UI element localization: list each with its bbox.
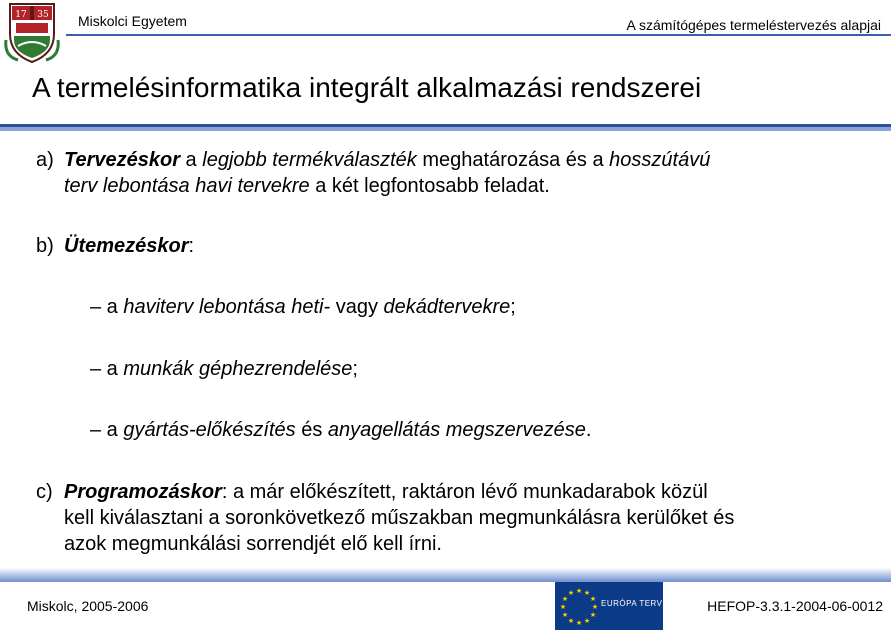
svg-text:★: ★ [591, 603, 599, 611]
item-a-label: a) [36, 149, 54, 171]
item-a-keyword: Tervezéskor [64, 149, 180, 171]
svg-text:★: ★ [567, 589, 575, 597]
item-a-italic-1: legjobb termékválaszték [202, 149, 417, 171]
svg-text:★: ★ [583, 589, 591, 597]
header-rule [66, 34, 891, 36]
svg-text:★: ★ [561, 611, 569, 619]
sub-item-3-dash: – a [90, 419, 124, 441]
slide-title: A termelésinformatika integrált alkalmazási rendszerei [32, 72, 702, 103]
sub-item-3 [90, 417, 591, 443]
item-c-bold-italic [64, 481, 222, 503]
sub-item-1-italic-1: haviterv lebontása heti- [123, 296, 331, 318]
sub-item-1-end: ; [510, 296, 516, 318]
item-a-text-3: a két legfontosabb feladat. [309, 175, 550, 197]
item-c-label: c) [36, 481, 53, 503]
item-a-bold-italic [64, 149, 180, 171]
svg-text:★: ★ [583, 617, 591, 625]
item-b-label: b) [36, 235, 54, 257]
eu-stars-icon [559, 584, 599, 628]
sub-item-1-dash: – a [90, 296, 124, 318]
crest-year-left: 17 [15, 10, 27, 20]
svg-text:★: ★ [561, 595, 569, 603]
sub-item-2-end: ; [352, 358, 358, 380]
sub-item-2-dash: – a [90, 358, 124, 380]
item-a-text-1: a [180, 149, 203, 171]
header-university: Miskolci Egyetem [78, 13, 187, 29]
sub-item-1-text: vagy [330, 296, 384, 318]
svg-text:★: ★ [567, 617, 575, 625]
item-c-keyword: Programozáskor [64, 481, 222, 503]
item-b-text: : [188, 235, 195, 257]
title-rule [0, 124, 891, 131]
footer-location-years: Miskolc, 2005-2006 [27, 598, 149, 614]
europa-terv-logo [555, 582, 663, 630]
item-b [36, 233, 194, 259]
item-a-italic-3: terv lebontása havi tervekre [64, 175, 310, 197]
sub-item-3-end: . [585, 419, 592, 441]
sub-item-1-italic-2: dekádtervekre [383, 296, 511, 318]
sub-item-2-italic: munkák géphezrendelése [123, 358, 353, 380]
sub-item-3-text: és [295, 419, 328, 441]
item-c-text-1: : a már előkészített, raktáron lévő munkadarabok közül [221, 481, 708, 503]
europa-terv-label: EURÓPA TERV [601, 599, 663, 608]
header-course: A számítógépes termeléstervezés alapjai [626, 17, 881, 33]
item-c-text-2: kell kiválasztani a soronkövetkező műszakban megmunkálásra kerülőket és [64, 507, 735, 529]
sub-item-1 [90, 294, 516, 320]
svg-text:★: ★ [589, 595, 597, 603]
item-b-keyword: Ütemezéskor [64, 235, 189, 257]
sub-item-2 [90, 356, 358, 382]
item-a-italic-2: hosszútávú [609, 149, 711, 171]
footer-project-code: HEFOP-3.3.1-2004-06-0012 [707, 598, 883, 614]
svg-text:★: ★ [589, 611, 597, 619]
sub-item-3-italic-1: gyártás-előkészítés [123, 419, 296, 441]
footer-gradient-bar [0, 568, 891, 582]
item-c [36, 479, 734, 557]
crest-year-right: 35 [37, 10, 49, 20]
item-a [36, 147, 710, 199]
svg-text:★: ★ [559, 603, 567, 611]
item-c-text-3: azok megmunkálási sorrendjét elő kell írni. [64, 533, 442, 555]
university-crest-logo [4, 0, 60, 64]
svg-text:★: ★ [575, 587, 583, 595]
svg-text:★: ★ [575, 619, 583, 627]
item-b-bold-italic [64, 235, 189, 257]
item-a-text-2: meghatározása és a [416, 149, 610, 171]
sub-item-3-italic-2: anyagellátás megszervezése [327, 419, 586, 441]
